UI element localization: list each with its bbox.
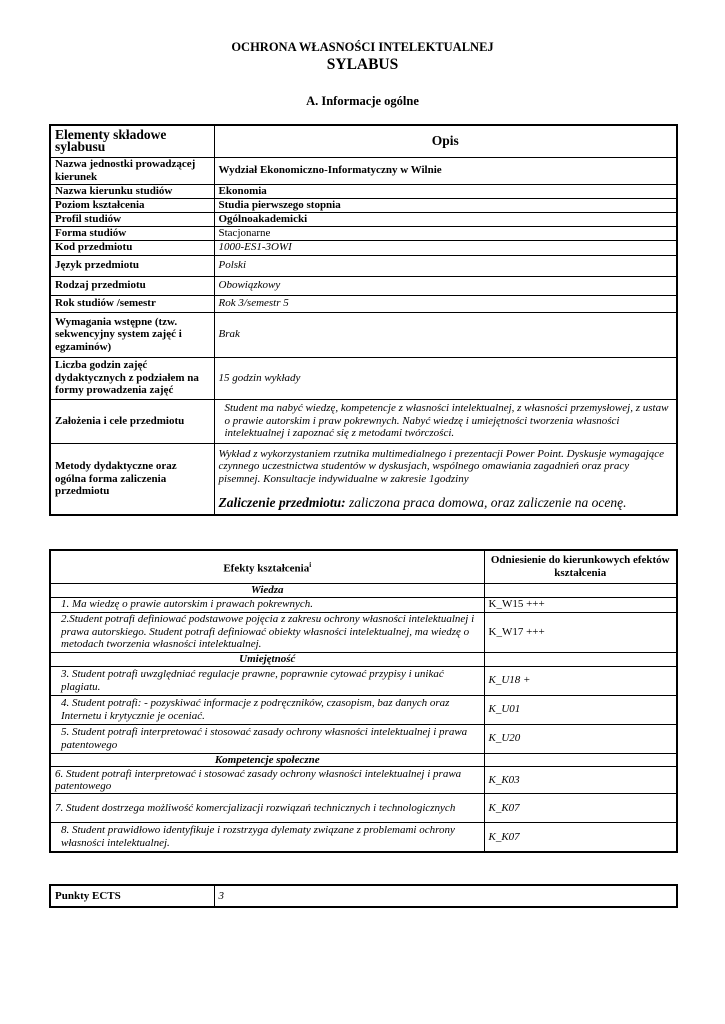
table-row: [50, 255, 677, 276]
empty-cell: [484, 753, 677, 767]
row-value: Ogólnoakademicki: [214, 212, 677, 226]
learning-outcomes-table: [49, 549, 678, 853]
table-row: [50, 612, 677, 652]
row-value: Brak: [214, 312, 677, 357]
empty-cell: [484, 652, 677, 666]
table-row: [50, 443, 677, 515]
general-info-table: [49, 124, 678, 516]
column-header: [50, 550, 484, 583]
column-header: Elementy składowe sylabusu: [50, 125, 214, 157]
row-label: Profil studiów: [50, 212, 214, 226]
document-subtitle: SYLABUS: [326, 56, 399, 73]
outcome-text: 1. Ma wiedzę o prawie autorskim i prawach pokrewnych.: [50, 597, 484, 612]
row-label: Kod przedmiotu: [50, 240, 214, 255]
row-label: Liczba godzin zajęć dydaktycznych z podziałem na formy prowadzenia zajęć: [50, 357, 214, 399]
outcome-ref: K_U01: [484, 695, 677, 724]
row-value: Wydział Ekonomiczno-Informatyczny w Wilnie: [214, 157, 677, 184]
table-row: [50, 226, 677, 240]
outcome-text: 5. Student potrafi interpretować i stosować zasady ochrony własności intelektualnej i prawa patentowego: [50, 724, 484, 753]
outcome-ref: K_W15 +++: [484, 597, 677, 612]
outcome-text: 7. Student dostrzega możliwość komercjalizacji rozwiązań technicznych i technologicznych: [50, 794, 484, 823]
row-value: 1000-ES1-3OWI: [214, 240, 677, 255]
table-row: [50, 399, 677, 443]
column-header: Opis: [214, 125, 677, 157]
outcome-ref: K_K07: [484, 823, 677, 852]
table-row: [50, 724, 677, 753]
table-row: [50, 198, 677, 212]
group-header: Kompetencje społeczne: [50, 753, 484, 767]
footnote-marker: i: [309, 560, 312, 569]
row-label: Wymagania wstępne (tzw. sekwencyjny system zajęć i egzaminów): [50, 312, 214, 357]
table-row: [50, 794, 677, 823]
table-row: [50, 597, 677, 612]
group-header-row: [50, 652, 677, 666]
row-value: Polski: [214, 255, 677, 276]
column-header: Odniesienie do kierunkowych efektów kształcenia: [484, 550, 677, 583]
credit-label: Zaliczenie przedmiotu:: [218, 495, 346, 510]
table-row: [50, 767, 677, 794]
outcome-text: 4. Student potrafi: - pozyskiwać informacje z podręczników, czasopism, baz danych oraz Internetu i krytycznie je oceniać.: [50, 695, 484, 724]
table-row: [50, 212, 677, 226]
ects-value: 3: [214, 885, 677, 907]
table-row: [50, 312, 677, 357]
table-row: [50, 240, 677, 255]
outcome-text: 3. Student potrafi uwzględniać regulacje prawne, poprawnie cytować przypisy i unikać plagiatu.: [50, 666, 484, 695]
row-value: Stacjonarne: [214, 226, 677, 240]
document-title: OCHRONA WŁASNOŚCI INTELEKTUALNEJ: [231, 40, 494, 54]
ects-table: [49, 884, 678, 908]
table-header-row: [50, 125, 677, 157]
row-label: Założenia i cele przedmiotu: [50, 399, 214, 443]
outcome-ref: K_U18 +: [484, 666, 677, 695]
outcomes-header-label: Efekty kształcenia: [223, 562, 310, 575]
table-row: [50, 295, 677, 312]
row-value: Student ma nabyć wiedzę, kompetencje z własności intelektualnej, z własności przemysłowej, z ustaw o prawie autorskim i praw pokrewnych. Nabyć wiedzę i umiejętności tworzenia własności intelektualnej i zapoznać się z metodami twórczości.: [214, 399, 677, 443]
row-label: Rodzaj przedmiotu: [50, 276, 214, 295]
credit-value: zaliczona praca domowa, oraz zaliczenie na ocenę.: [345, 495, 627, 510]
outcome-ref: K_U20: [484, 724, 677, 753]
table-row: [50, 184, 677, 198]
group-header-row: [50, 583, 677, 597]
row-label: Rok studiów /semestr: [50, 295, 214, 312]
section-heading: A. Informacje ogólne: [306, 94, 419, 108]
empty-cell: [484, 583, 677, 597]
row-value: Studia pierwszego stopnia: [214, 198, 677, 212]
group-header: Umiejętność: [50, 652, 484, 666]
outcome-text: 2.Student potrafi definiować podstawowe pojęcia z zakresu ochrony własności intelektualnej i prawa autorskiego. Student potrafi definiować obiekty własności intelektualnej, ma wiedzę o metodach tworzenia własności intelektualnej.: [50, 612, 484, 652]
group-header-row: [50, 753, 677, 767]
row-label: Metody dydaktyczne oraz ogólna forma zaliczenia przedmiotu: [50, 443, 214, 515]
row-label: Poziom kształcenia: [50, 198, 214, 212]
credit-line: [219, 495, 673, 510]
outcome-text: 8. Student prawidłowo identyfikuje i rozstrzyga dylematy związane z problemami ochrony własności intelektualnej.: [50, 823, 484, 852]
table-row: [50, 695, 677, 724]
row-label: Forma studiów: [50, 226, 214, 240]
group-header: Wiedza: [50, 583, 484, 597]
row-label: Język przedmiotu: [50, 255, 214, 276]
outcome-ref: K_W17 +++: [484, 612, 677, 652]
ects-label: Punkty ECTS: [50, 885, 214, 907]
row-value: [214, 443, 677, 515]
row-label: Nazwa jednostki prowadzącej kierunek: [50, 157, 214, 184]
row-value: 15 godzin wykłady: [214, 357, 677, 399]
table-row: [50, 276, 677, 295]
table-row: [50, 357, 677, 399]
outcome-ref: K_K03: [484, 767, 677, 794]
table-row: [50, 666, 677, 695]
table-row: [50, 157, 677, 184]
row-value: Obowiązkowy: [214, 276, 677, 295]
outcome-ref: K_K07: [484, 794, 677, 823]
methods-text: Wykład z wykorzystaniem rzutnika multimedialnego i prezentacji Power Point. Dyskusje wymagające czynnego uczestnictwa studentów w dyskusjach, wspólnego omawiania zagadnień oraz pracy pisemnej. Konsultacje indywidualne w zakresie 1godziny: [218, 447, 665, 485]
row-value: Rok 3/semestr 5: [214, 295, 677, 312]
row-value: Ekonomia: [214, 184, 677, 198]
outcome-text: 6. Student potrafi interpretować i stosować zasady ochrony własności intelektualnej i prawa patentowego: [50, 767, 484, 794]
table-header-row: [50, 550, 677, 583]
table-row: [50, 885, 677, 907]
table-row: [50, 823, 677, 852]
row-label: Nazwa kierunku studiów: [50, 184, 214, 198]
